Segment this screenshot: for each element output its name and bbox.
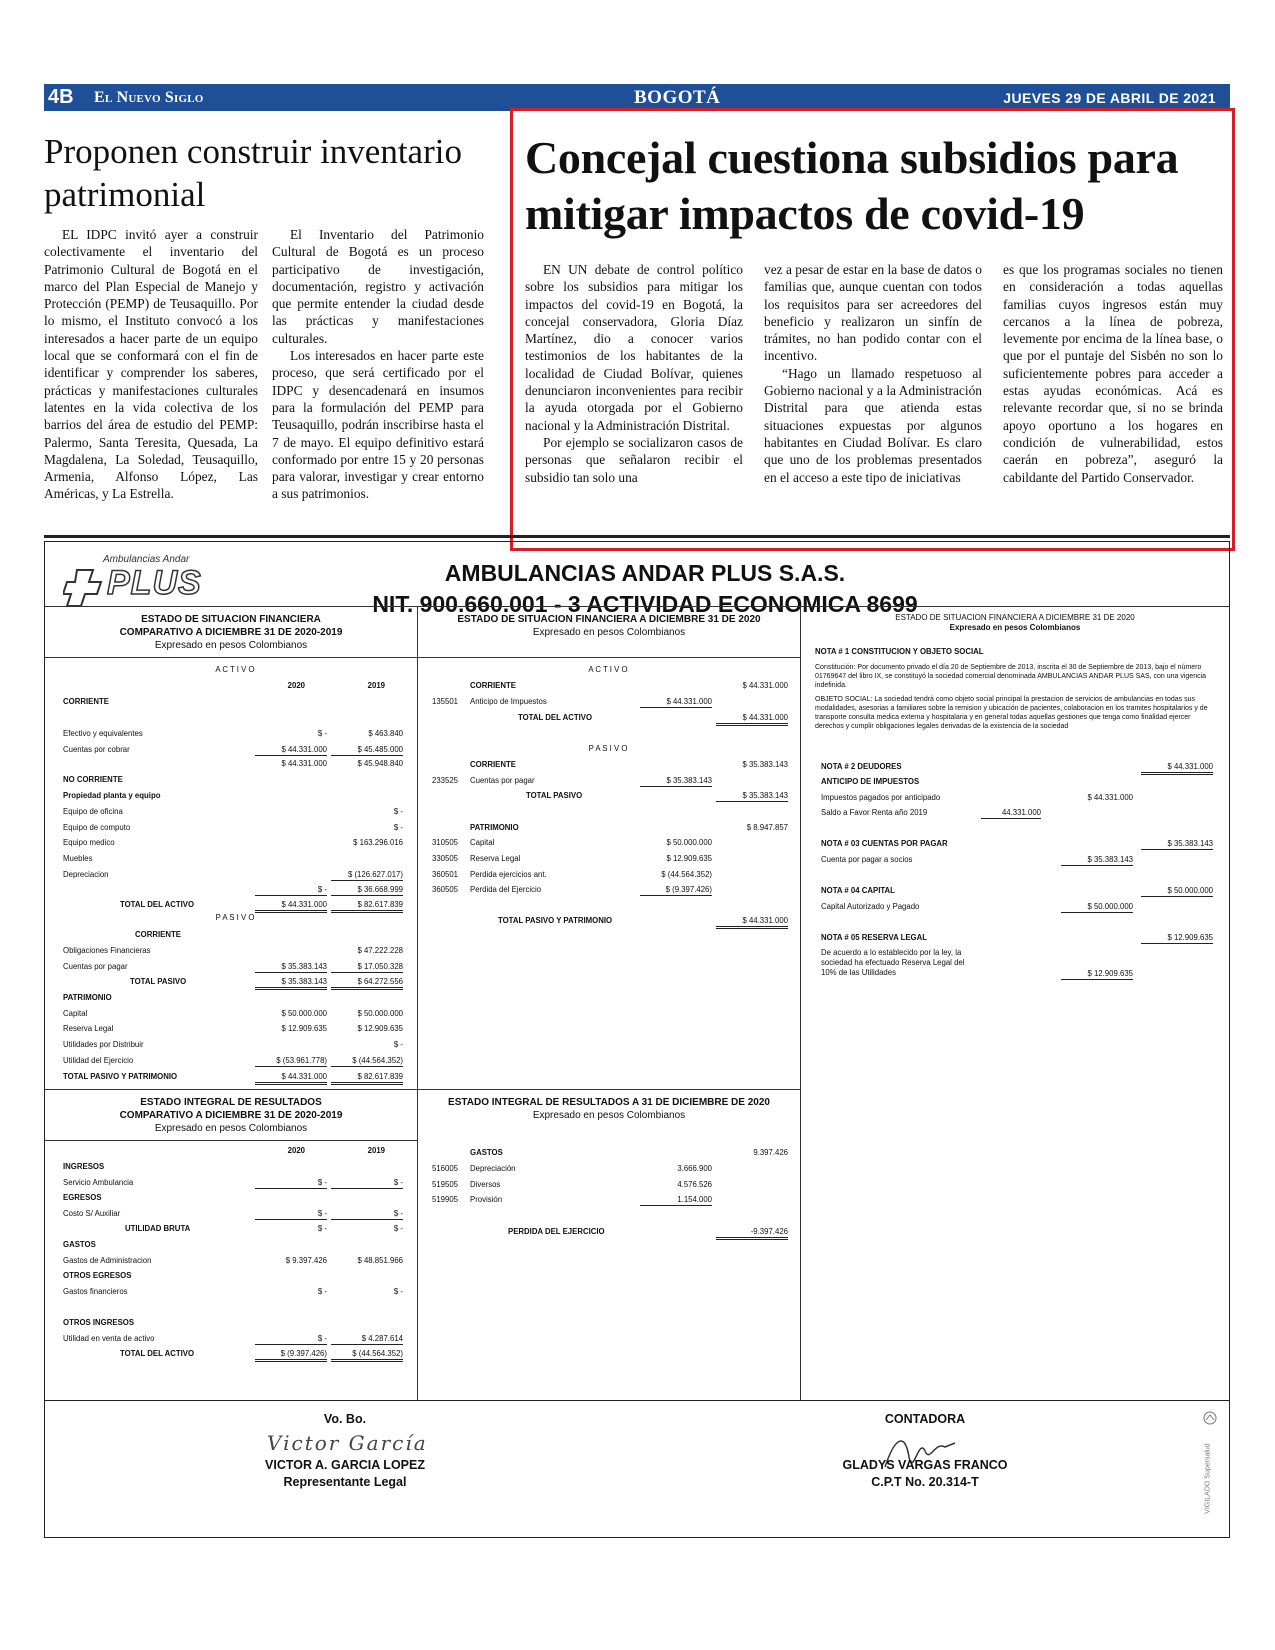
value: $ - [393,823,403,832]
label: Utilidades por Distribuir [63,1040,144,1049]
year-2020: 2020 [287,1146,305,1155]
label: OTROS INGRESOS [63,1318,135,1327]
panel-balance-2020 [418,606,801,1089]
label: Provisión [470,1195,503,1204]
label: Anticipo de Impuestos [470,697,547,706]
value: 1.154.000 [640,1195,712,1206]
year-2020: 2020 [287,681,305,690]
article1-column-1 [44,226,258,503]
value: $ - [255,1178,327,1189]
account-code: 310505 [432,838,459,847]
panel-results-2020 [418,1089,801,1400]
account-code: 360501 [432,870,459,879]
label: Diversos [470,1180,501,1189]
value: $ 45.948.840 [357,759,403,768]
label: OTROS EGRESOS [63,1271,132,1280]
value: $ - [393,807,403,816]
label: Capital [63,1009,88,1018]
value: $ - [317,1224,327,1233]
value: $ 35.383.143 [640,776,712,787]
value: $ 50.000.000 [1141,886,1213,897]
account-code: 360505 [432,885,459,894]
value: $ 44.331.000 [255,1072,327,1085]
value: $ 35.383.143 [255,977,327,990]
value: $ 12.909.635 [666,854,712,863]
label: Reserva Legal [63,1024,114,1033]
value: $ 12.909.635 [357,1024,403,1033]
value: $ 44.331.000 [1087,793,1133,802]
label: CORRIENTE [63,697,109,706]
label: Equipo de computo [63,823,131,832]
contadora-heading: CONTADORA [884,1412,966,1426]
label: Capital Autorizado y Pagado [821,902,920,911]
panel-title-line: ESTADO INTEGRAL DE RESULTADOS A 31 DE DICIEMBRE DE 2020 [448,1097,770,1108]
label: Perdida ejercicios ant. [470,870,547,879]
page-number: 4B [48,86,74,108]
article2-paragraph: Por ejemplo se socializaron casos de personas que señalaron recibir el subsidio tan solo una [525,434,743,485]
value: $ 64.272.556 [331,977,403,990]
panel-title-line: COMPARATIVO A DICIEMBRE 31 DE 2020-2019 [119,627,343,638]
article1-paragraph: EL IDPC invitó ayer a construir colectivamente el inventario del Patrimonio Cultural de Bogotá en el marco del Plan Especial de Manejo y Protección (PEMP) de Teusaquillo. Por lo mismo, el Instituto convocó a los interesados a hacer parte de un equipo local que se conformará con el fin de identificar y comprender los saberes, prácticas y manifestaciones culturales latentes en la vida colectiva de los barrios del área de estudio del PEMP: Palermo, Santa Teresita, Quesada, La Magdalena, La Soledad, Teusaquillo, Armenia, Alfonso López, Las Américas, y La Estrella. [44,227,258,502]
value: $ 44.331.000 [716,916,788,929]
value: 3.666.900 [677,1164,712,1173]
label: NO CORRIENTE [63,775,123,784]
year-2019: 2019 [367,681,385,690]
article2-paragraph: “Hago un llamado respetuoso al Gobierno nacional y a la Administración Distrital para que atienda estas situaciones expuestas por algunos habitantes en Ciudad Bolívar. Es claro que uno de los problemas presentados en el acceso a este tipo de iniciativas [764,365,982,485]
value: $ - [393,1287,403,1296]
value: $ (126.627.017) [331,870,403,881]
note-heading: NOTA # 04 CAPITAL [821,886,895,895]
panel-title [45,1096,417,1135]
panel-title-line: ESTADO DE SITUACION FINANCIERA A DICIEMBRE 31 DE 2020 [895,613,1135,622]
value: $ 50.000.000 [1061,902,1133,913]
value: $ (9.397.426) [640,885,712,896]
label: PATRIMONIO [470,823,519,832]
note-text: Constitución: Por documento privado el día 20 de Septiembre de 2013, inscrita el 30 de Septiembre de 2013, bajo el número 01769647 del libro IX, se constituyó la sociedad comercial denominada AMBULANCIAS ANDAR PLUS SAS, con una vigencia indefinida. [815,664,1207,689]
vobo-heading: Vo. Bo. [323,1412,367,1426]
signer-name-left: VICTOR A. GARCIA LOPEZ [265,1458,425,1472]
note-heading: NOTA # 05 RESERVA LEGAL [821,933,927,942]
supersalud-seal [1201,1411,1219,1531]
label: Propiedad planta y equipo [63,791,161,800]
label: Saldo a Favor Renta año 2019 [821,808,928,817]
panel-subtitle: Expresado en pesos Colombianos [532,627,686,638]
label: INGRESOS [63,1162,105,1171]
value: $ - [255,885,327,896]
value: $ - [393,1224,403,1233]
label: PATRIMONIO [63,993,112,1002]
panel-title [801,613,1229,633]
value: $ 163.296.016 [353,838,403,847]
label: Cuenta por pagar a socios [821,855,913,864]
label: TOTAL PASIVO Y PATRIMONIO [63,1072,178,1081]
article1-headline: Proponen construir inventario patrimonial [44,132,462,214]
pasivo-heading: P A S I V O [588,744,628,753]
company-nit: NIT. 900.660.001 - 3 ACTIVIDAD ECONOMICA 8699 [372,591,918,617]
label: Servicio Ambulancia [63,1178,134,1187]
label: Cuentas por pagar [470,776,535,785]
value: $ 48.851.966 [357,1256,403,1265]
label: Capital [470,838,495,847]
value: $ 35.383.143 [255,962,327,973]
label: Costo S/ Auxiliar [63,1209,121,1218]
value: $ 50.000.000 [666,838,712,847]
label: Gastos de Administracion [63,1256,152,1265]
label: ANTICIPO DE IMPUESTOS [821,777,920,786]
section-divider [44,535,1230,538]
value: 4.576.526 [677,1180,712,1189]
value: $ 9.397.426 [285,1256,327,1265]
value: $ - [317,1287,327,1296]
article2-paragraph: vez a pesar de estar en la base de datos o familias que, aunque cuentan con todos los requisitos para ser acreedores del beneficio y realizaron un sinfín de trámites, no han podido contar con el incentivo. [764,262,982,364]
label: CORRIENTE [135,930,181,939]
label: Depreciación [470,1164,516,1173]
value: $ 35.383.143 [1141,839,1213,850]
article1-column-2 [272,226,484,503]
panel-subtitle: Expresado en pesos Colombianos [532,1110,686,1121]
label: TOTAL DEL ACTIVO [120,900,195,909]
label: UTILIDAD BRUTA [125,1224,191,1233]
account-code: 516005 [432,1164,459,1173]
value: 9.397.426 [753,1148,788,1157]
value: $ 44.331.000 [640,697,712,708]
note-text: OBJETO SOCIAL: La sociedad tendrá como objeto social principal la prestacion de servicios de ambulancias en todas sus modalidades, asesorias a familiares sobre la remision y ubicación de pacientes, colaboracion en los tramites hospitalarios y de transporte consulta medica externa y hospitalaria y en general todas aquellas gestiones que tenga como finalidad ejercer derechos y cumplir obligaciones legales derivadas de la existencia de la sociedad [815,696,1208,730]
label: TOTAL DEL ACTIVO [120,1349,195,1358]
panel-title-line: ESTADO DE SITUACION FINANCIERA [141,614,321,625]
value: $ 44.331.000 [255,900,327,913]
label: TOTAL DEL ACTIVO [518,713,593,722]
activo-heading: A C T I V O [588,665,628,674]
value: $ (53.961.778) [255,1056,327,1067]
masthead-bar [44,84,1230,111]
label: CORRIENTE [470,760,516,769]
article2-column-3 [1003,261,1223,486]
panel-subtitle: Expresado en pesos Colombianos [949,623,1081,632]
article1-paragraph: Los interesados en hacer parte este proceso, que será certificado por el IDPC y desencadenará en insumos para la formulación del PEMP para Teusaquillo, podrán inscribirse hasta el 7 de mayo. El equipo definitivo estará conformado por entre 15 y 20 personas para valorar, investigar y crear entorno a sus patrimonios. [272,348,484,502]
account-code: 519505 [432,1180,459,1189]
value: $ 47.222.228 [357,946,403,955]
logo-small-text: Ambulancias Andar [103,554,190,565]
note-heading: NOTA # 2 DEUDORES [821,762,902,771]
label: Depreciacion [63,870,109,879]
value: -9.397.426 [716,1227,788,1240]
value: $ 45.485.000 [331,745,403,756]
value: $ 35.383.143 [716,791,788,802]
note-heading: NOTA # 1 CONSTITUCION Y OBJETO SOCIAL [815,647,984,656]
panel-notes [801,606,1229,1400]
label: PERDIDA DEL EJERCICIO [508,1227,605,1236]
label: Muebles [63,854,93,863]
value: $ 82.617.839 [331,1072,403,1085]
value: $ - [255,1209,327,1220]
value: $ 82.617.839 [331,900,403,913]
label: Equipo medico [63,838,115,847]
article1-paragraph: El Inventario del Patrimonio Cultural de Bogotá es un proceso participativo de investigación, documentación, registro y activación que permite entender la ciudad desde las prácticas y manifestaciones culturales. [272,227,484,346]
article2-column-1 [525,261,743,486]
label: Efectivo y equivalentes [63,729,143,738]
logo-big-text: PLUS [107,564,202,602]
label: Equipo de oficina [63,807,123,816]
label: EGRESOS [63,1193,102,1202]
value: 44.331.000 [981,808,1041,819]
signature-scribble-left: Victor García [267,1431,428,1455]
account-code: 519905 [432,1195,459,1204]
value: $ 4.287.614 [331,1334,403,1345]
article2-headline: Concejal cuestiona subsidios para mitigar impactos de covid-19 [525,132,1179,239]
financial-statement-ad [44,541,1230,1538]
pasivo-heading: P A S I V O [215,913,255,922]
signer-role-left: Representante Legal [283,1475,407,1489]
note-text: De acuerdo a lo establecido por la ley, la sociedad ha efectuado Reserva Legal del 10% de las Utilidades [821,948,965,977]
value: $ - [331,1209,403,1220]
value: $ 35.383.143 [1061,855,1133,866]
panel-title [418,1096,800,1122]
value: $ (44.564.352) [331,1056,403,1067]
value: $ - [393,1040,403,1049]
label: TOTAL PASIVO Y PATRIMONIO [498,916,613,925]
label: Impuestos pagados por anticipado [821,793,941,802]
label: Perdida del Ejercicio [470,885,542,894]
article2-paragraph: es que los programas sociales no tienen en consideración a todas aquellas familias cuyos ingresos están muy cercanos a la línea de pobreza, levemente por encima de la línea base, o que por el puntaje del Sisbén no son lo suficientemente pobres para acceder a estas ayudas económicas. Acá es relevante recordar que, si no se brinda apoyo oportuno a los hogares en condición de vulnerabilidad, estos caerán en pobreza”, aseguró la cabildante del Partido Conservador. [1003,262,1223,485]
panel-title-line: COMPARATIVO A DICIEMBRE 31 DE 2020-2019 [119,1110,343,1121]
signature-area [45,1400,1229,1537]
value: $ 44.331.000 [742,681,788,690]
panel-title-line: ESTADO DE SITUACION FINANCIERA A DICIEMBRE 31 DE 2020 [457,614,761,625]
value: $ 12.909.635 [1061,969,1133,980]
account-code: 233525 [432,776,459,785]
label: Utilidad del Ejercicio [63,1056,134,1065]
value: $ 12.909.635 [1141,933,1213,944]
value: $ - [317,729,327,738]
value: $ 35.383.143 [742,760,788,769]
newspaper-name: El Nuevo Siglo [94,89,204,106]
article2-paragraph: EN UN debate de control político sobre los subsidios para mitigar los impactos del covid-19 en Bogotá, la concejal conservadora, Gloria Díaz Martínez, dio a conocer varios testimonios de los habitantes de la localidad de Ciudad Bolívar, quienes denunciaron inconvenientes para recibir la ayuda otorgada por el Gobierno nacional y la Administración Distrital. [525,262,743,433]
value: $ 44.331.000 [281,759,327,768]
year-2019: 2019 [367,1146,385,1155]
signer-name-right: GLADYS VARGAS FRANCO [842,1458,1008,1472]
panel-title-line: ESTADO INTEGRAL DE RESULTADOS [140,1097,322,1108]
value: $ (44.564.352) [331,1349,403,1362]
value: $ 12.909.635 [281,1024,327,1033]
label: Utilidad en venta de activo [63,1334,155,1343]
section-name: BOGOTÁ [634,87,721,108]
value: $ (9.397.426) [255,1349,327,1362]
issue-date: JUEVES 29 DE ABRIL DE 2021 [1003,90,1216,106]
signer-role-right: C.P.T No. 20.314-T [871,1475,979,1489]
value: $ - [331,1178,403,1189]
value: $ 8.947.857 [746,823,788,832]
value: $ 17.050.328 [331,962,403,973]
value: $ 36.668.999 [331,885,403,896]
seal-text: VIGILADO Supersalud [1204,1443,1212,1514]
panel-subtitle: Expresado en pesos Colombianos [154,640,308,651]
value: $ 44.331.000 [716,713,788,726]
value: $ (44.564.352) [661,870,712,879]
panel-title [418,613,800,639]
panel-balance-comparative [45,606,418,1089]
note-heading: NOTA # 03 CUENTAS POR PAGAR [821,839,948,848]
value: $ - [255,1334,327,1345]
label: Cuentas por pagar [63,962,128,971]
account-code: 330505 [432,854,459,863]
label: CORRIENTE [470,681,516,690]
panel-results-comparative [45,1089,418,1400]
value: $ 44.331.000 [255,745,327,756]
article2-column-2 [764,261,982,486]
label: TOTAL PASIVO [526,791,583,800]
panel-subtitle: Expresado en pesos Colombianos [154,1123,308,1134]
panel-title [45,613,417,652]
account-code: 135501 [432,697,459,706]
label: GASTOS [63,1240,96,1249]
activo-heading: A C T I V O [215,665,255,674]
label: GASTOS [470,1148,503,1157]
label: Gastos financieros [63,1287,128,1296]
label: Cuentas por cobrar [63,745,130,754]
label: Obligaciones Financieras [63,946,151,955]
value: $ 463.840 [368,729,403,738]
value: $ 50.000.000 [281,1009,327,1018]
value: $ 50.000.000 [357,1009,403,1018]
company-name: AMBULANCIAS ANDAR PLUS S.A.S. [444,560,846,586]
label: TOTAL PASIVO [130,977,187,986]
label: Reserva Legal [470,854,521,863]
value: $ 44.331.000 [1141,762,1213,775]
